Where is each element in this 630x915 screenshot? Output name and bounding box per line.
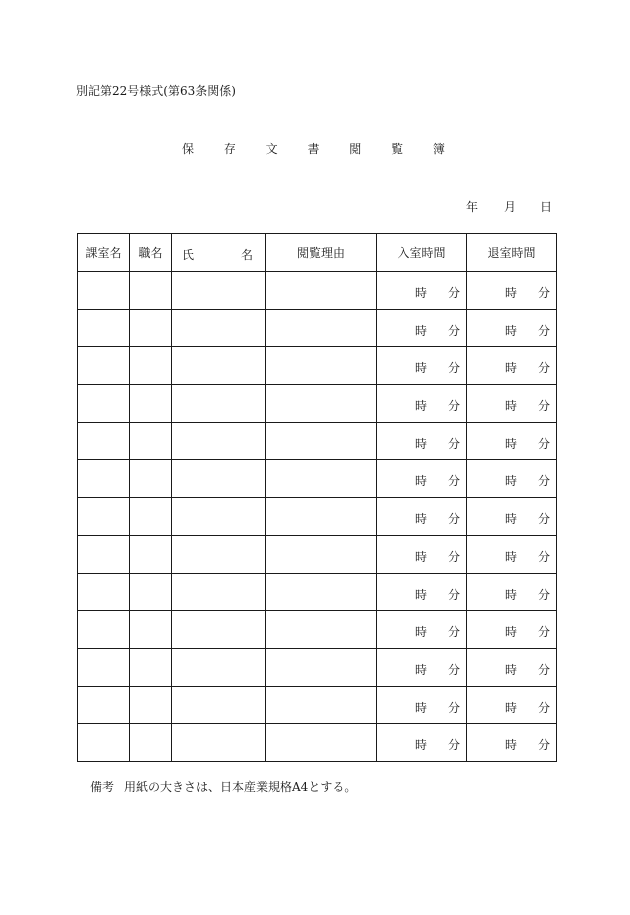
- dept-cell[interactable]: [78, 272, 130, 310]
- minute-unit-label: 分: [447, 587, 460, 602]
- position-cell[interactable]: [130, 686, 172, 724]
- table-row: [78, 272, 557, 310]
- reason-cell[interactable]: [266, 573, 377, 611]
- position-cell[interactable]: [130, 573, 172, 611]
- hour-unit-label: 時: [505, 625, 518, 640]
- reason-cell[interactable]: [266, 611, 377, 649]
- dept-cell[interactable]: [78, 648, 130, 686]
- position-cell[interactable]: [130, 498, 172, 536]
- entry-time-cell[interactable]: [377, 272, 467, 310]
- name-cell[interactable]: [172, 347, 266, 385]
- hour-unit-label: 時: [415, 474, 428, 489]
- name-cell[interactable]: [172, 724, 266, 762]
- date-day-label: 日: [540, 200, 553, 214]
- minute-unit-label: 分: [537, 474, 550, 489]
- minute-unit-label: 分: [537, 587, 550, 602]
- reason-cell[interactable]: [266, 724, 377, 762]
- hour-unit-label: 時: [415, 700, 428, 715]
- minute-unit-label: 分: [447, 549, 460, 564]
- header-entry-time: 入室時間: [377, 234, 467, 272]
- dept-cell[interactable]: [78, 573, 130, 611]
- hour-unit-label: 時: [415, 587, 428, 602]
- hour-unit-label: 時: [415, 738, 428, 753]
- minute-unit-label: 分: [537, 549, 550, 564]
- minute-unit-label: 分: [537, 286, 550, 300]
- name-cell[interactable]: [172, 460, 266, 498]
- hour-unit-label: 時: [505, 399, 518, 414]
- exit-time-cell[interactable]: [467, 573, 557, 611]
- hour-unit-label: 時: [505, 738, 518, 753]
- table-row: [78, 422, 557, 460]
- minute-unit-label: 分: [447, 512, 460, 527]
- entry-time-cell[interactable]: [377, 535, 467, 573]
- hour-unit-label: 時: [505, 549, 518, 564]
- dept-cell[interactable]: [78, 422, 130, 460]
- hour-unit-label: 時: [505, 361, 518, 376]
- minute-unit-label: 分: [537, 625, 550, 640]
- name-cell[interactable]: [172, 573, 266, 611]
- entry-time-cell[interactable]: [377, 648, 467, 686]
- dept-cell[interactable]: [78, 611, 130, 649]
- name-cell[interactable]: [172, 422, 266, 460]
- minute-unit-label: 分: [447, 399, 460, 414]
- entry-time-cell[interactable]: [377, 309, 467, 347]
- minute-unit-label: 分: [447, 662, 460, 677]
- table-row: [78, 573, 557, 611]
- minute-unit-label: 分: [537, 323, 550, 338]
- dept-cell[interactable]: [78, 724, 130, 762]
- entry-time-cell[interactable]: [377, 498, 467, 536]
- table-row: [78, 347, 557, 385]
- entry-time-cell[interactable]: [377, 573, 467, 611]
- minute-unit-label: 分: [537, 436, 550, 451]
- hour-unit-label: 時: [505, 323, 518, 338]
- hour-unit-label: 時: [415, 549, 428, 564]
- dept-cell[interactable]: [78, 385, 130, 423]
- dept-cell[interactable]: [78, 498, 130, 536]
- hour-unit-label: 時: [415, 436, 428, 451]
- hour-unit-label: 時: [415, 286, 428, 300]
- reason-cell[interactable]: [266, 498, 377, 536]
- exit-time-cell[interactable]: [467, 309, 557, 347]
- reason-cell[interactable]: [266, 309, 377, 347]
- name-cell[interactable]: [172, 611, 266, 649]
- hour-unit-label: 時: [505, 436, 518, 451]
- position-cell[interactable]: [130, 611, 172, 649]
- position-cell[interactable]: [130, 385, 172, 423]
- name-cell[interactable]: [172, 272, 266, 310]
- position-cell[interactable]: [130, 347, 172, 385]
- hour-unit-label: 時: [415, 625, 428, 640]
- table-row: [78, 724, 557, 762]
- position-cell[interactable]: [130, 535, 172, 573]
- exit-time-cell[interactable]: [467, 422, 557, 460]
- table-row: [78, 535, 557, 573]
- reason-cell[interactable]: [266, 422, 377, 460]
- header-name-given: 名: [240, 248, 253, 262]
- table-row: [78, 648, 557, 686]
- minute-unit-label: 分: [537, 361, 550, 376]
- exit-time-cell[interactable]: [467, 535, 557, 573]
- minute-unit-label: 分: [537, 700, 550, 715]
- remarks-note: [90, 778, 356, 795]
- header-position: 職名: [130, 234, 172, 272]
- minute-unit-label: 分: [537, 512, 550, 527]
- minute-unit-label: 分: [447, 286, 460, 300]
- reason-cell[interactable]: [266, 648, 377, 686]
- minute-unit-label: 分: [447, 738, 460, 753]
- position-cell[interactable]: [130, 272, 172, 310]
- exit-time-cell[interactable]: [467, 347, 557, 385]
- reason-cell[interactable]: [266, 347, 377, 385]
- header-name: [172, 234, 266, 272]
- position-cell[interactable]: [130, 422, 172, 460]
- hour-unit-label: 時: [505, 700, 518, 715]
- remarks-text: 用紙の大きさは、日本産業規格A4とする。: [124, 780, 357, 794]
- dept-cell[interactable]: [78, 535, 130, 573]
- hour-unit-label: 時: [505, 474, 518, 489]
- minute-unit-label: 分: [447, 625, 460, 640]
- entry-time-cell[interactable]: [377, 686, 467, 724]
- table-row: [78, 309, 557, 347]
- minute-unit-label: 分: [447, 323, 460, 338]
- date-month-label: 月: [504, 200, 517, 214]
- minute-unit-label: 分: [537, 738, 550, 753]
- table-row: [78, 498, 557, 536]
- name-cell[interactable]: [172, 309, 266, 347]
- hour-unit-label: 時: [415, 399, 428, 414]
- hour-unit-label: 時: [415, 361, 428, 376]
- dept-cell[interactable]: [78, 309, 130, 347]
- reason-cell[interactable]: [266, 460, 377, 498]
- position-cell[interactable]: [130, 648, 172, 686]
- table-row: [78, 385, 557, 423]
- position-cell[interactable]: [130, 724, 172, 762]
- exit-time-cell[interactable]: [467, 498, 557, 536]
- entry-time-cell[interactable]: [377, 385, 467, 423]
- entry-time-cell[interactable]: [377, 347, 467, 385]
- reason-cell[interactable]: [266, 272, 377, 310]
- reason-cell[interactable]: [266, 385, 377, 423]
- hour-unit-label: 時: [505, 512, 518, 527]
- hour-unit-label: 時: [505, 662, 518, 677]
- form-number-label: 別記第22号様式(第63条関係): [76, 84, 236, 98]
- header-exit-time: 退室時間: [467, 234, 557, 272]
- name-cell[interactable]: [172, 385, 266, 423]
- position-cell[interactable]: [130, 460, 172, 498]
- table-row: [78, 686, 557, 724]
- name-cell[interactable]: [172, 648, 266, 686]
- minute-unit-label: 分: [447, 436, 460, 451]
- dept-cell[interactable]: [78, 347, 130, 385]
- dept-cell[interactable]: [78, 460, 130, 498]
- table-body: [78, 272, 557, 762]
- entry-time-cell[interactable]: [377, 611, 467, 649]
- exit-time-cell[interactable]: [467, 385, 557, 423]
- exit-time-cell[interactable]: [467, 460, 557, 498]
- table-header-row: [78, 234, 557, 272]
- table-row: [78, 611, 557, 649]
- hour-unit-label: 時: [415, 662, 428, 677]
- hour-unit-label: 時: [415, 323, 428, 338]
- hour-unit-label: 時: [505, 587, 518, 602]
- document-title: 保 存 文 書 閲 覧 簿: [182, 142, 458, 156]
- table-row: [78, 460, 557, 498]
- exit-time-cell[interactable]: [467, 272, 557, 310]
- entry-time-cell[interactable]: [377, 724, 467, 762]
- reason-cell[interactable]: [266, 535, 377, 573]
- name-cell[interactable]: [172, 498, 266, 536]
- header-reason: 閲覧理由: [266, 234, 377, 272]
- minute-unit-label: 分: [537, 662, 550, 677]
- minute-unit-label: 分: [447, 474, 460, 489]
- remarks-label: 備考: [90, 780, 115, 794]
- exit-time-cell[interactable]: [467, 724, 557, 762]
- entry-time-cell[interactable]: [377, 460, 467, 498]
- dept-cell[interactable]: [78, 686, 130, 724]
- viewing-log-table: [77, 233, 557, 762]
- hour-unit-label: 時: [415, 512, 428, 527]
- minute-unit-label: 分: [447, 361, 460, 376]
- hour-unit-label: 時: [505, 286, 518, 300]
- header-dept: 課室名: [78, 234, 130, 272]
- header-name-surname: 氏: [182, 248, 195, 262]
- exit-time-cell[interactable]: [467, 648, 557, 686]
- exit-time-cell[interactable]: [467, 686, 557, 724]
- minute-unit-label: 分: [537, 399, 550, 414]
- name-cell[interactable]: [172, 686, 266, 724]
- date-year-label: 年: [466, 200, 479, 214]
- minute-unit-label: 分: [447, 700, 460, 715]
- exit-time-cell[interactable]: [467, 611, 557, 649]
- position-cell[interactable]: [130, 309, 172, 347]
- reason-cell[interactable]: [266, 686, 377, 724]
- name-cell[interactable]: [172, 535, 266, 573]
- entry-time-cell[interactable]: [377, 422, 467, 460]
